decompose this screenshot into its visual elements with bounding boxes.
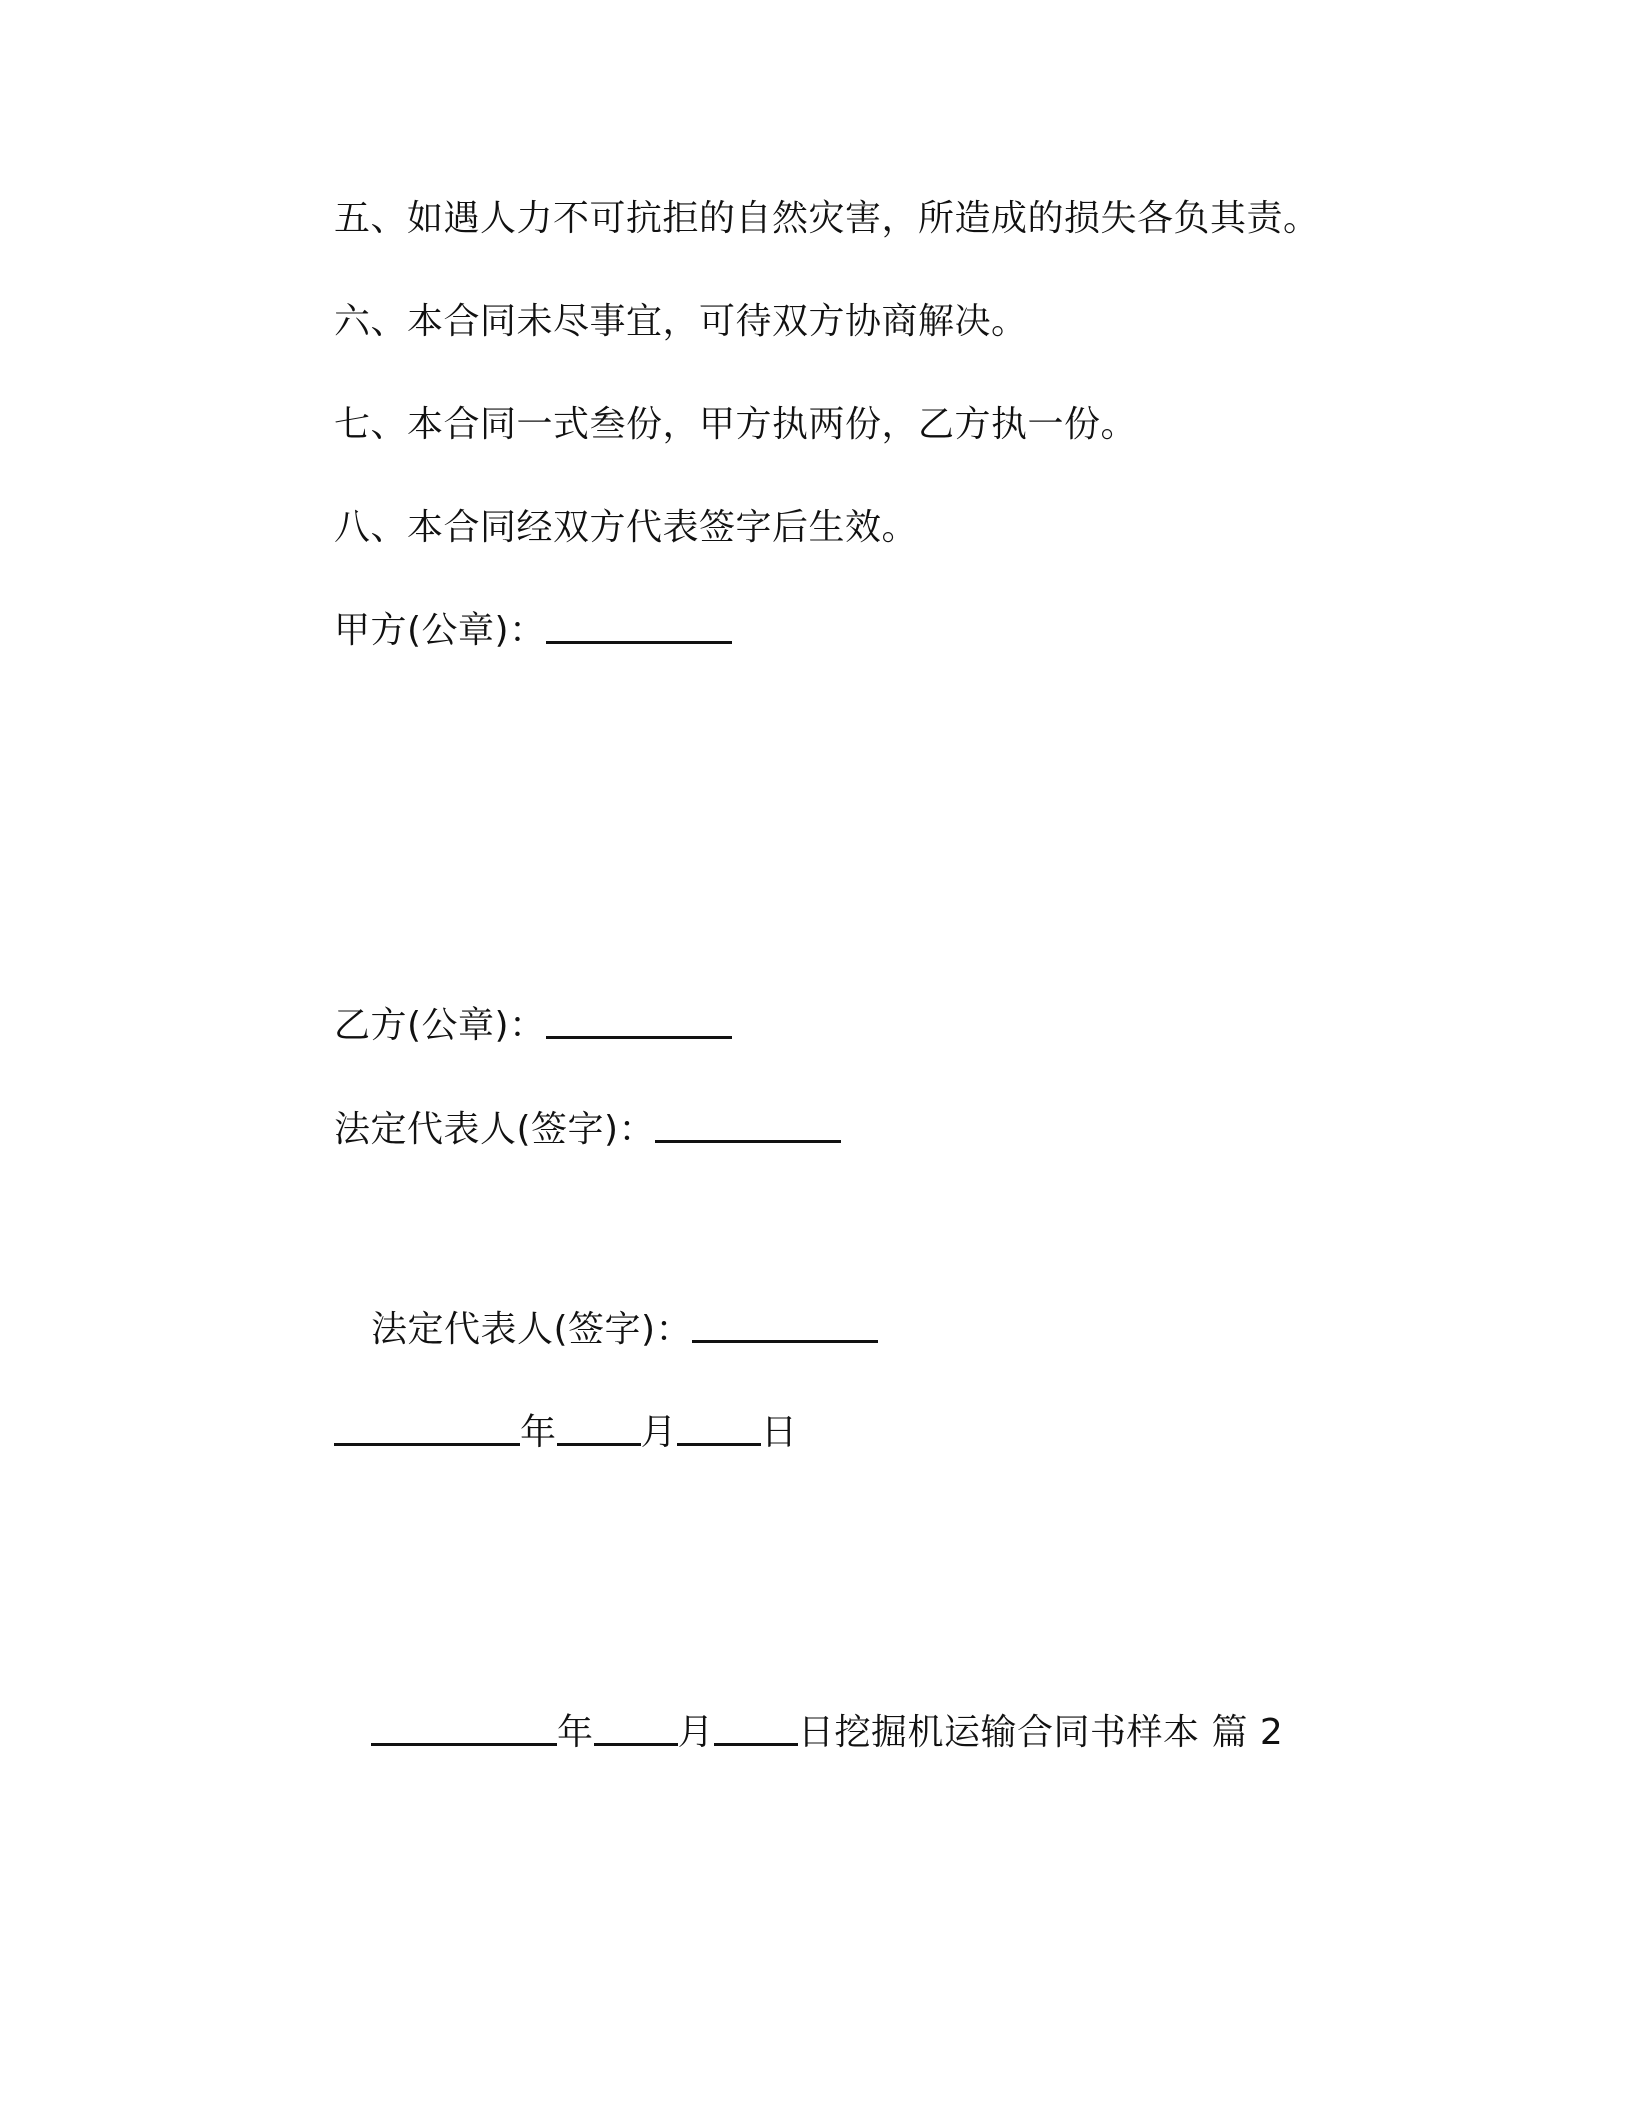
- party-a-seal-label: 甲方(公章)：: [334, 610, 546, 651]
- party-b-seal-label: 乙方(公章)：: [334, 1005, 546, 1046]
- heading-month-label: 月: [677, 1712, 715, 1753]
- date-year-label: 年: [520, 1412, 557, 1453]
- date-day-blank[interactable]: [677, 1413, 761, 1446]
- party-a-seal-line: [334, 609, 732, 653]
- date-month-blank[interactable]: [557, 1413, 641, 1446]
- heading-year-blank[interactable]: [371, 1713, 557, 1746]
- legal-rep-2-line: [371, 1308, 878, 1352]
- heading-title: 日挖掘机运输合同书样本 篇 2: [798, 1712, 1284, 1753]
- legal-rep-1-blank[interactable]: [655, 1110, 841, 1143]
- date-day-label: 日: [761, 1412, 798, 1453]
- heading-day-blank[interactable]: [714, 1713, 798, 1746]
- next-section-heading: [371, 1711, 1283, 1755]
- party-a-seal-blank[interactable]: [546, 611, 732, 644]
- legal-rep-1-label: 法定代表人(签字)：: [334, 1109, 656, 1150]
- heading-year-label: 年: [557, 1712, 594, 1753]
- date-year-blank[interactable]: [334, 1413, 520, 1446]
- clause-5: 五、如遇人力不可抗拒的自然灾害，所造成的损失各负其责。: [334, 198, 1320, 239]
- legal-rep-2-label: 法定代表人(签字)：: [371, 1309, 693, 1350]
- signing-date-line: [334, 1411, 798, 1455]
- heading-month-blank[interactable]: [594, 1713, 678, 1746]
- date-month-label: 月: [640, 1412, 678, 1453]
- clause-8: 八、本合同经双方代表签字后生效。: [334, 507, 919, 548]
- legal-rep-1-line: [334, 1108, 841, 1152]
- party-b-seal-blank[interactable]: [546, 1006, 732, 1039]
- party-b-seal-line: [334, 1004, 732, 1048]
- clause-7: 七、本合同一式叁份，甲方执两份，乙方执一份。: [334, 404, 1138, 445]
- legal-rep-2-blank[interactable]: [692, 1310, 878, 1343]
- clause-6: 六、本合同未尽事宜，可待双方协商解决。: [334, 301, 1028, 342]
